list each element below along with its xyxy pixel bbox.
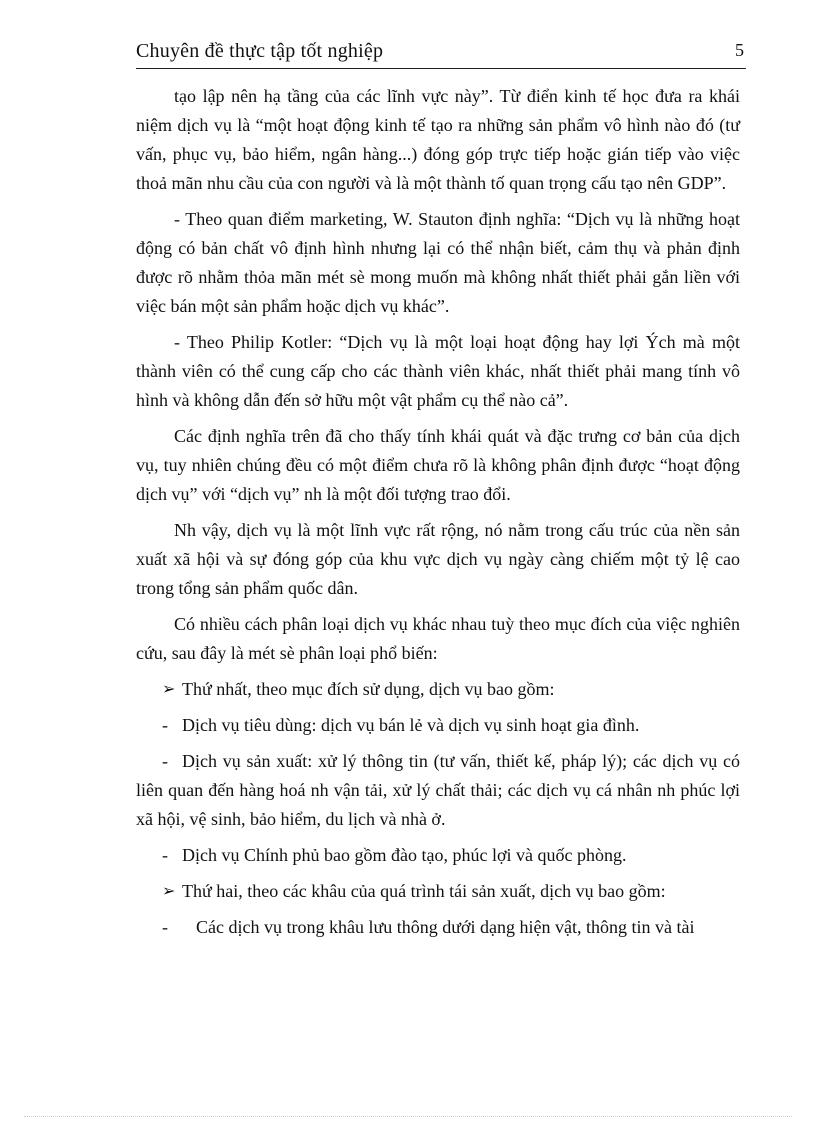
page-number: 5 [735,40,744,60]
paragraph: - Theo Philip Kotler: “Dịch vụ là một loại hoạt động hay lợi Ých mà một thành viên có thể cung cấp cho các thành viên khác, nhất thiết phải mang tính vô hình và không dẫn đến sở hữu một vật phẩm cụ thể nào cả”. [136,332,740,410]
page-bottom-divider [24,1116,792,1117]
list-item-text: Các dịch vụ trong khâu lưu thông dưới dạng hiện vật, thông tin và tài [196,917,695,937]
paragraph: Có nhiều cách phân loại dịch vụ khác nhau tuỳ theo mục đích của việc nghiên cứu, sau đây là mét sè phân loại phổ biến: [136,614,740,663]
list-item-text: Thứ hai, theo các khâu của quá trình tái sản xuất, dịch vụ bao gồm: [182,881,666,901]
list-item [136,675,740,704]
list-item [136,747,740,834]
paragraph: tạo lập nên hạ tầng của các lĩnh vực này”. Từ điển kinh tế học đưa ra khái niệm dịch vụ là “một hoạt động kinh tế tạo ra những sản phẩm vô hình nào đó (tư vấn, phục vụ, bảo hiểm, ngân hàng...) đóng góp trực tiếp hoặc gián tiếp vào việc thoả mãn nhu cầu của con người và là một thành tố quan trọng cấu tạo nên GDP”. [136,86,740,193]
header-title: Chuyên đề thực tập tốt nghiệp [136,40,384,62]
dash-bullet: - [162,917,168,937]
arrow-bullet-icon: ➢ [162,681,176,698]
list-item [136,711,740,740]
paragraph: Nh vậy, dịch vụ là một lĩnh vực rất rộng, nó nằm trong cấu trúc của nền sản xuất xã hội và sự đóng góp của khu vực dịch vụ ngày càng chiếm một tỷ lệ cao trong tổng sản phẩm quốc dân. [136,520,740,598]
list-item-text: Thứ nhất, theo mục đích sử dụng, dịch vụ bao gồm: [182,679,555,699]
list-item [136,913,740,942]
list-item [136,841,740,870]
dash-bullet: - [162,715,168,735]
paragraph: Các định nghĩa trên đã cho thấy tính khái quát và đặc trưng cơ bản của dịch vụ, tuy nhiên chúng đều có một điểm chưa rõ là không phân định được “hoạt động dịch vụ” với “dịch vụ” nh là một đối tượng trao đổi. [136,426,740,504]
arrow-bullet-icon: ➢ [162,883,176,900]
page-header [136,38,746,69]
list-item-text: Dịch vụ Chính phủ bao gồm đào tạo, phúc lợi và quốc phòng. [182,845,627,865]
paragraph: - Theo quan điểm marketing, W. Stauton định nghĩa: “Dịch vụ là những hoạt động có bản chất vô định hình nhưng lại có thể nhận biết, cảm thụ và phản định được rõ nhằm thỏa mãn mét sè mong muốn mà không nhất thiết phải gắn liền với việc bán một sản phẩm hoặc dịch vụ khác”. [136,209,740,316]
document-body [136,82,740,949]
list-item [136,877,740,906]
dash-bullet: - [162,845,168,865]
list-item-text: Dịch vụ tiêu dùng: dịch vụ bán lẻ và dịch vụ sinh hoạt gia đình. [182,715,640,735]
dash-bullet: - [162,751,168,771]
list-item-text: Dịch vụ sản xuất: xử lý thông tin (tư vấn, thiết kế, pháp lý); các dịch vụ có liên quan đến hàng hoá nh vận tải, xử lý chất thải; các dịch vụ cá nhân nh phúc lợi xã hội, vệ sinh, bảo hiểm, du lịch và nhà ở. [136,751,740,829]
